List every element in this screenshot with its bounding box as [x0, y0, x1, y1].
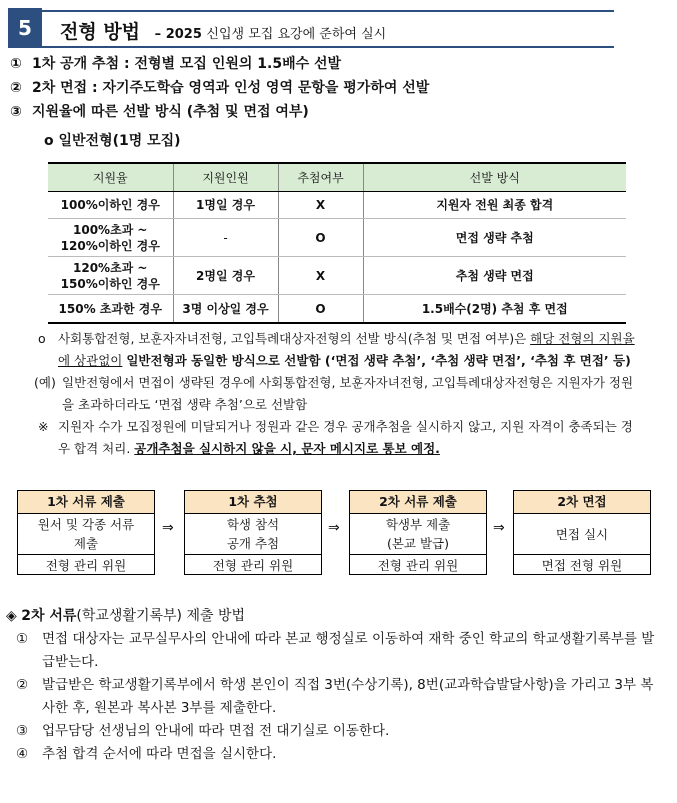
selection-method-table	[48, 162, 626, 324]
rate-text: 120%초과 ~	[73, 260, 148, 275]
flow-box-draw	[184, 490, 322, 575]
flow-arrow-icon: ⇒	[328, 520, 340, 536]
flow-box-document-1	[17, 490, 155, 575]
item-text: 추첨 합격 순서에 따라 면접을 실시한다.	[42, 746, 277, 762]
count-cell: 1명일 경우	[173, 192, 278, 219]
note-example	[34, 372, 642, 416]
rate-text-line2: 150%이하인 경우	[60, 276, 160, 291]
note-underlined-text: 해당 전형의 지원율에 상관없이	[58, 331, 635, 368]
note-text: 일반전형에서 면접이 생략된 경우에 사회통합전형, 보훈자자녀전형, 고입특례대상자전형은 지원자가 정원을 초과하더라도 ‘면접 생략 추첨’으로 선발함	[62, 375, 634, 412]
flow-box-line: 면접 실시	[555, 526, 609, 542]
flow-box-owner: 전형 관리 위원	[185, 554, 321, 576]
flow-box-title: 2차 면접	[514, 491, 650, 514]
doc-title-rest: (학교생활기록부) 제출 방법	[76, 608, 246, 624]
flow-box-line: 공개 추첨	[226, 536, 280, 551]
step-text: 1차 공개 추첨 : 전형별 모집 인원의 1.5배수 선발	[32, 56, 342, 72]
item-number: ②	[16, 677, 29, 693]
rate-text-line2: 120%이하인 경우	[60, 238, 160, 253]
header-bottom-rule	[42, 46, 614, 48]
flow-box-owner: 면접 전형 위원	[514, 554, 650, 576]
list-item	[6, 674, 666, 720]
draw-cell: O	[278, 219, 363, 257]
draw-cell: O	[278, 295, 363, 324]
item-number: ①	[16, 631, 29, 647]
note-bold-underlined-text: 공개추첨을 실시하지 않을 시, 문자 메시지로 통보 예정.	[134, 441, 440, 456]
rate-text: 100%이하인 경우	[60, 198, 160, 212]
rate-text: 100%초과 ~	[73, 222, 148, 237]
subtitle-dash: –	[154, 27, 162, 42]
section-header	[8, 8, 614, 48]
item-text: 업무담당 선생님의 안내에 따라 면접 전 대기실로 이동한다.	[42, 723, 390, 739]
flow-box-title: 1차 추첨	[185, 491, 321, 514]
subtitle-text: 신입생 모집 요강에 준하여 실시	[206, 27, 387, 42]
method-cell: 1.5배수(2명) 추첨 후 면접	[363, 295, 626, 324]
step-number: ③	[10, 104, 22, 120]
table-row	[48, 192, 626, 219]
count-cell: 2명일 경우	[173, 257, 278, 295]
flow-box-line: 학생 참석	[226, 517, 280, 532]
section-number-badge: 5	[8, 8, 42, 48]
list-item	[6, 743, 666, 766]
item-number: ③	[16, 723, 29, 739]
column-header: 추첨여부	[278, 163, 363, 192]
rate-cell	[48, 295, 173, 324]
steps-list	[10, 52, 429, 124]
flow-box-line: (본교 발급)	[386, 536, 450, 551]
note-text: 지원자 수가 모집정원에 미달되거나 정원과 같은 경우 공개추첨을 실시하지 않고, 지원 자격이 충족되는 경우 합격 처리.	[58, 419, 633, 456]
diamond-marker-icon: ◈	[6, 608, 17, 624]
flow-box-content	[185, 514, 321, 554]
count-cell: 3명 이상일 경우	[173, 295, 278, 324]
flow-box-title: 2차 서류 제출	[350, 491, 486, 514]
method-cell: 지원자 전원 최종 합격	[363, 192, 626, 219]
process-flow	[17, 490, 657, 578]
step-number: ②	[10, 80, 22, 96]
note-text: 사회통합전형, 보훈자자녀전형, 고입특례대상자전형의 선발 방식(추첨 및 면접 여부)은	[58, 331, 531, 346]
flow-box-content	[514, 514, 650, 554]
rate-cell	[48, 192, 173, 219]
method-cell: 추첨 생략 면접	[363, 257, 626, 295]
document-submission-title	[6, 605, 666, 628]
draw-cell: X	[278, 257, 363, 295]
table-row	[48, 257, 626, 295]
list-item	[6, 628, 666, 674]
rate-cell	[48, 257, 173, 295]
flow-box-content	[350, 514, 486, 554]
subtitle-year: 2025	[165, 27, 202, 42]
column-header: 지원율	[48, 163, 173, 192]
header-top-rule	[42, 10, 614, 12]
step-number: ①	[10, 56, 22, 72]
section-title	[60, 17, 386, 44]
step-text: 2차 면접 : 자기주도학습 영역과 인성 영역 문항을 평가하여 선발	[32, 80, 430, 96]
step-item	[10, 52, 429, 76]
method-cell: 면접 생략 추첨	[363, 219, 626, 257]
column-header: 지원인원	[173, 163, 278, 192]
item-number: ④	[16, 746, 29, 762]
step-item	[10, 76, 429, 100]
note-reference	[38, 416, 642, 460]
flow-box-interview	[513, 490, 651, 575]
table-row	[48, 219, 626, 257]
document-submission-section	[6, 605, 666, 766]
section-title-text: 전형 방법	[60, 21, 141, 43]
step-text: 지원율에 따른 선발 방식 (추첨 및 면접 여부)	[32, 104, 309, 120]
flow-box-line: 제출	[73, 536, 99, 551]
table-row	[48, 295, 626, 324]
rate-cell	[48, 219, 173, 257]
list-item	[6, 720, 666, 743]
flow-box-line: 학생부 제출	[385, 517, 451, 532]
flow-box-title: 1차 서류 제출	[18, 491, 154, 514]
item-text: 면접 대상자는 교무실무사의 안내에 따라 본교 행정실로 이동하여 재학 중인 학교의 학교생활기록부를 발급받는다.	[42, 631, 655, 670]
flow-box-owner: 전형 관리 위원	[18, 554, 154, 576]
flow-box-document-2	[349, 490, 487, 575]
flow-arrow-icon: ⇒	[493, 520, 505, 536]
table-header-row	[48, 163, 626, 192]
step-item	[10, 100, 429, 124]
rate-text: 150% 초과한 경우	[58, 301, 162, 316]
item-text: 발급받은 학교생활기록부에서 학생 본인이 직접 3번(수상기록), 8번(교과학습발달사항)을 가리고 3부 복사한 후, 원본과 복사본 3부를 제출한다.	[42, 677, 654, 716]
note-marker: (예)	[34, 375, 56, 390]
flow-box-content	[18, 514, 154, 554]
section-subtitle	[155, 27, 387, 42]
draw-cell: X	[278, 192, 363, 219]
doc-title-bold: 2차 서류	[21, 608, 77, 624]
note-marker: o	[38, 331, 46, 346]
general-track-heading: o 일반전형(1명 모집)	[44, 133, 181, 149]
flow-arrow-icon: ⇒	[162, 520, 174, 536]
note-other-tracks	[38, 328, 642, 372]
flow-box-owner: 전형 관리 위원	[350, 554, 486, 576]
note-marker: ※	[38, 419, 49, 434]
notes-section	[34, 328, 642, 460]
note-bold-text: 일반전형과 동일한 방식으로 선발함 (‘면접 생략 추첨’, ‘추첨 생략 면접’, ‘추첨 후 면접’ 등)	[126, 353, 631, 368]
count-cell: -	[173, 219, 278, 257]
flow-box-line: 원서 및 각종 서류	[37, 517, 135, 532]
column-header: 선발 방식	[363, 163, 626, 192]
